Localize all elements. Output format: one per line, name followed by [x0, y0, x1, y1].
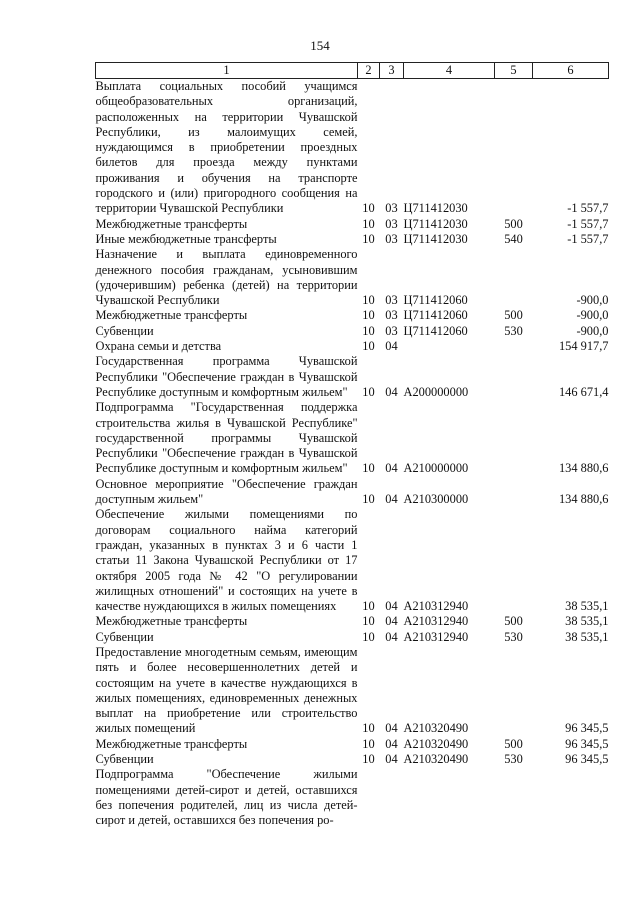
row-section: 10	[362, 201, 375, 216]
row-name: Межбюджетные трансферты	[95, 216, 248, 231]
table-body	[96, 79, 609, 829]
row-name: Обеспечение жилыми помещениями по договорам социального найма категорий граждан, указанных в пунктах 3 и 6 части 1 статьи 11 Закона Чувашской Республики от 17 октября 2005 года № 42 "О регулировании жилищных отношений" и состоящих на учете в качестве нуждающихся в жилых помещениях	[95, 507, 358, 614]
row-expense-type	[495, 354, 533, 400]
row-expense-type	[495, 477, 533, 508]
row-section: 10	[362, 752, 375, 767]
row-amount: 38 535,1	[565, 614, 609, 629]
budget-table	[95, 62, 609, 829]
row-section: 10	[362, 231, 375, 246]
row-amount: -900,0	[576, 323, 609, 338]
table-row	[96, 339, 609, 354]
row-section: 10	[362, 461, 375, 476]
row-subsection: 04	[385, 752, 398, 767]
row-expense-type: 500	[504, 308, 523, 323]
row-target-article: Ц711412030	[403, 231, 468, 246]
row-amount: -1 557,7	[567, 231, 609, 246]
row-target-article: A210000000	[403, 461, 469, 476]
row-expense-type	[495, 767, 533, 828]
row-expense-type	[495, 507, 533, 614]
table-row	[96, 79, 609, 217]
row-expense-type: 530	[504, 629, 523, 644]
row-section: 10	[362, 216, 375, 231]
row-target-article: A210320490	[403, 736, 469, 751]
row-expense-type	[495, 339, 533, 354]
column-header-amount: 6	[533, 63, 609, 79]
row-name: Межбюджетные трансферты	[95, 308, 248, 323]
row-name: Субвенции	[95, 752, 154, 767]
row-section: 10	[362, 629, 375, 644]
row-section: 10	[362, 599, 375, 614]
row-subsection: 04	[385, 614, 398, 629]
row-target-article: Ц711412060	[403, 323, 468, 338]
row-expense-type: 500	[504, 736, 523, 751]
row-target-article: A210320490	[403, 721, 469, 736]
row-name: Подпрограмма "Государственная поддержка строительства жилья в Чувашской Республике" государственной программы Чувашской Республики "Обеспечение граждан в Чувашской Республике доступным и комфортным жильем"	[95, 400, 358, 476]
row-section: 10	[362, 308, 375, 323]
row-target-article: A200000000	[403, 384, 469, 399]
row-section: 10	[362, 736, 375, 751]
row-subsection: 04	[385, 629, 398, 644]
row-subsection: 04	[385, 599, 398, 614]
row-subsection: 04	[385, 736, 398, 751]
row-expense-type	[495, 247, 533, 308]
row-subsection: 04	[385, 461, 398, 476]
row-amount	[533, 767, 609, 828]
row-amount: -900,0	[576, 293, 609, 308]
table-row	[96, 630, 609, 645]
table-row	[96, 247, 609, 308]
row-subsection: 04	[385, 721, 398, 736]
row-amount: -900,0	[576, 308, 609, 323]
table-row	[96, 400, 609, 476]
row-name: Субвенции	[95, 629, 154, 644]
row-amount: 96 345,5	[565, 736, 609, 751]
table-row	[96, 767, 609, 828]
row-name: Межбюджетные трансферты	[95, 614, 248, 629]
row-amount: 38 535,1	[565, 629, 609, 644]
row-target-article: A210300000	[403, 492, 469, 507]
row-name: Предоставление многодетным семьям, имеющим пять и более несовершеннолетних детей и состоящим на учете в качестве нуждающихся в жилых помещениях, единовременных денежных выплат на приобретение или строительство жилых помещений	[95, 644, 358, 736]
row-subsection: 03	[385, 308, 398, 323]
row-expense-type	[495, 79, 533, 217]
row-target-article: A210312940	[403, 629, 469, 644]
row-subsection: 04	[385, 384, 398, 399]
row-amount: 134 880,6	[558, 461, 609, 476]
row-section: 10	[362, 614, 375, 629]
row-name: Охрана семьи и детства	[95, 339, 222, 354]
row-name: Субвенции	[95, 323, 154, 338]
table-row	[96, 308, 609, 323]
row-amount: 154 917,7	[558, 339, 609, 354]
row-amount: 146 671,4	[558, 384, 609, 399]
row-subsection: 04	[385, 492, 398, 507]
row-amount: 96 345,5	[565, 721, 609, 736]
row-expense-type: 530	[504, 752, 523, 767]
row-target-article: Ц711412030	[403, 201, 468, 216]
table-row	[96, 645, 609, 737]
row-subsection: 03	[385, 216, 398, 231]
row-subsection: 03	[385, 201, 398, 216]
row-expense-type: 500	[504, 614, 523, 629]
column-header-expense-type: 5	[495, 63, 533, 79]
row-subsection: 03	[385, 231, 398, 246]
row-section: 10	[362, 293, 375, 308]
table-row	[96, 752, 609, 767]
row-expense-type: 540	[504, 231, 523, 246]
row-expense-type	[495, 645, 533, 737]
row-target-article: A210312940	[403, 614, 469, 629]
row-amount: -1 557,7	[567, 201, 609, 216]
column-header-subsection: 3	[380, 63, 404, 79]
row-section: 10	[362, 492, 375, 507]
row-subsection: 04	[385, 339, 398, 354]
row-subsection	[380, 767, 404, 828]
row-section: 10	[362, 323, 375, 338]
row-target-article: A210320490	[403, 752, 469, 767]
row-name: Назначение и выплата единовременного денежного пособия гражданам, усыновившим (удочерившим) ребенка (детей) на территории Чувашской Республики	[95, 247, 358, 308]
row-name: Подпрограмма "Обеспечение жилыми помещениями детей-сирот и детей, оставшихся без попечения родителей, лиц из числа детей-сирот и детей, оставшихся без попечения ро-	[95, 767, 358, 828]
table-row	[96, 737, 609, 752]
column-header-name: 1	[96, 63, 358, 79]
row-section: 10	[362, 721, 375, 736]
page-number: 154	[310, 38, 330, 53]
row-section: 10	[362, 339, 375, 354]
row-expense-type: 500	[504, 216, 523, 231]
table-row	[96, 324, 609, 339]
row-target-article	[404, 767, 495, 828]
row-subsection: 03	[385, 293, 398, 308]
row-section: 10	[362, 384, 375, 399]
row-name: Межбюджетные трансферты	[95, 736, 248, 751]
row-name: Государственная программа Чувашской Республики "Обеспечение граждан в Чувашской Республике доступным и комфортным жильем"	[95, 354, 358, 399]
column-header-section: 2	[358, 63, 380, 79]
row-amount: 134 880,6	[558, 492, 609, 507]
row-name: Выплата социальных пособий учащимся общеобразовательных организаций, расположенных на территории Чувашской Республики, из малоимущих семей, нуждающимся в приобретении проездных билетов для проезда между пунктами проживания и обучения на транспорте городского и (или) пригородного сообщения на территории Чувашской Республики	[95, 79, 358, 216]
table-header-row	[96, 63, 609, 79]
table-row	[96, 477, 609, 508]
row-amount: -1 557,7	[567, 216, 609, 231]
row-target-article: Ц711412060	[403, 308, 468, 323]
row-target-article	[404, 339, 495, 354]
row-target-article: Ц711412060	[403, 293, 468, 308]
row-target-article: Ц711412030	[403, 216, 468, 231]
row-target-article: A210312940	[403, 599, 469, 614]
table-row	[96, 507, 609, 614]
table-row	[96, 354, 609, 400]
row-amount: 38 535,1	[565, 599, 609, 614]
row-name: Основное мероприятие "Обеспечение граждан доступным жильем"	[95, 476, 358, 507]
row-name: Иные межбюджетные трансферты	[95, 231, 277, 246]
row-expense-type: 530	[504, 323, 523, 338]
row-section	[358, 767, 380, 828]
table-row	[96, 232, 609, 247]
row-expense-type	[495, 400, 533, 476]
row-subsection: 03	[385, 323, 398, 338]
column-header-target-article: 4	[404, 63, 495, 79]
table-row	[96, 614, 609, 629]
table-row	[96, 217, 609, 232]
row-amount: 96 345,5	[565, 752, 609, 767]
